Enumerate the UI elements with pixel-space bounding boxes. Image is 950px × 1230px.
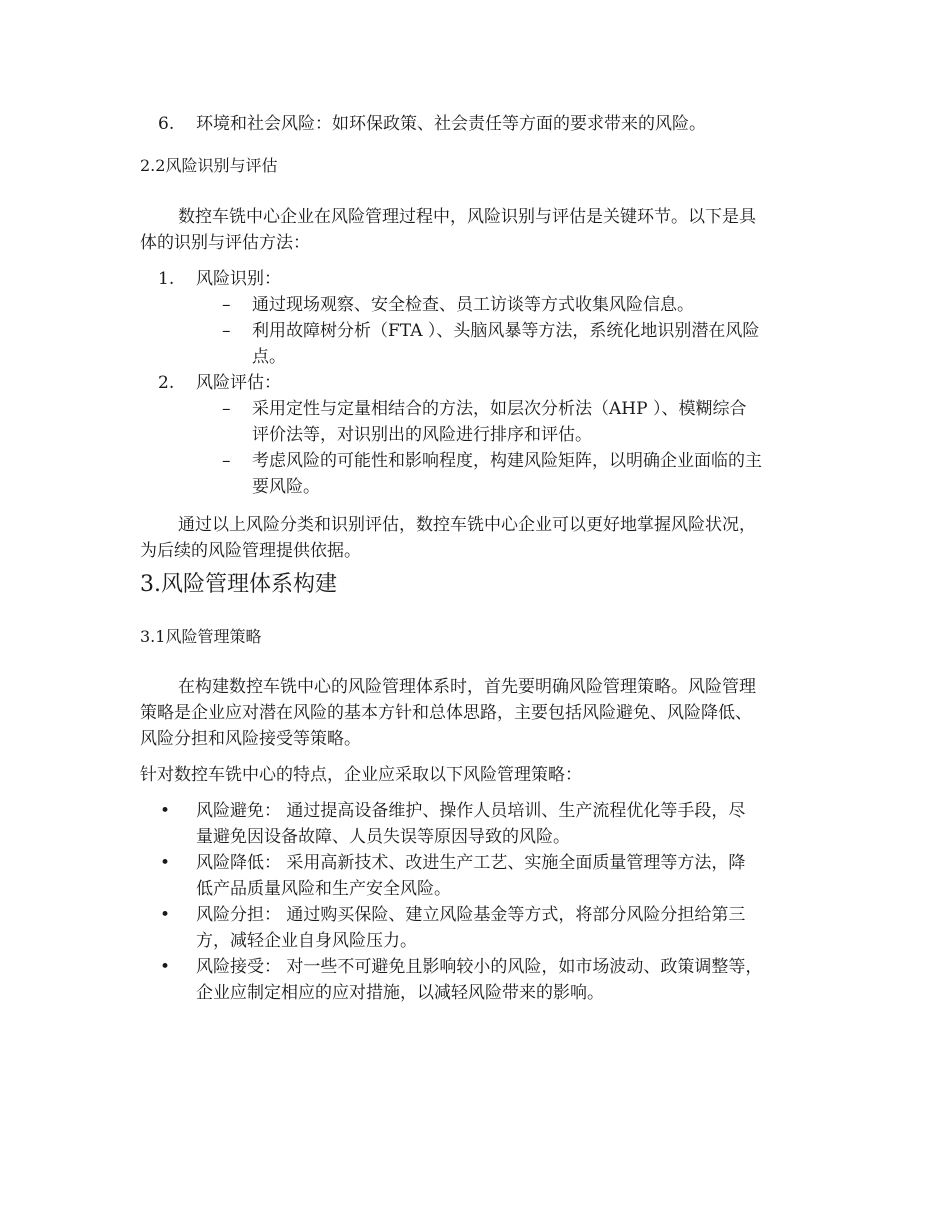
paragraph-line: 数控车铣中心企业在风险管理过程中，风险识别与评估是关键环节。以下是具 [178, 207, 756, 227]
bullet-marker: • [160, 957, 171, 977]
bullet-line: 方，减轻企业自身风险压力。 [196, 931, 417, 951]
bullet-line: 量避免因设备故障、人员失误等原因导致的风险。 [196, 827, 570, 847]
bullet-line: 企业应制定相应的应对措施，以减轻风险带来的影响。 [196, 983, 604, 1003]
dash-marker: – [222, 451, 231, 471]
list-item-label: 风险评估： [196, 373, 281, 393]
sub-item-line: 采用定性与定量相结合的方法，如层次分析法（AHP ）、模糊综合 [252, 399, 747, 419]
sub-item-line: 通过现场观察、安全检查、员工访谈等方式收集风险信息。 [252, 295, 694, 315]
bullet-marker: • [160, 853, 171, 873]
list-marker-1: 1. [158, 269, 175, 289]
dash-marker: – [222, 295, 231, 315]
sub-item-line: 评价法等，对识别出的风险进行排序和评估。 [252, 425, 592, 445]
bullet-line: 风险降低： 采用高新技术、改进生产工艺、实施全面质量管理等方法，降 [196, 853, 746, 873]
paragraph-line: 策略是企业应对潜在风险的基本方针和总体思路，主要包括风险避免、风险降低、 [140, 703, 752, 723]
paragraph-line: 针对数控车铣中心的特点，企业应采取以下风险管理策略： [140, 765, 582, 785]
sub-item-line: 考虑风险的可能性和影响程度，构建风险矩阵，以明确企业面临的主 [252, 451, 762, 471]
paragraph-line: 通过以上风险分类和识别评估，数控车铣中心企业可以更好地掌握风险状况， [178, 515, 756, 535]
list-item-label: 风险识别： [196, 269, 281, 289]
section-heading-3-1: 3.1风险管理策略 [140, 627, 262, 646]
dash-marker: – [222, 399, 231, 419]
list-marker-2: 2. [158, 373, 175, 393]
bullet-line: 风险接受： 对一些不可避免且影响较小的风险，如市场波动、政策调整等， [196, 957, 763, 977]
bullet-marker: • [160, 905, 171, 925]
bullet-line: 风险避免： 通过提高设备维护、操作人员培训、生产流程优化等手段，尽 [196, 801, 746, 821]
list-marker-6: 6. [158, 114, 175, 134]
bullet-line: 低产品质量风险和生产安全风险。 [196, 879, 451, 899]
paragraph-line: 体的识别与评估方法： [140, 233, 310, 253]
paragraph-line: 在构建数控车铣中心的风险管理体系时，首先要明确风险管理策略。风险管理 [178, 677, 756, 697]
section-heading-2-2: 2.2风险识别与评估 [140, 156, 278, 175]
paragraph-line: 风险分担和风险接受等策略。 [140, 729, 361, 749]
bullet-marker: • [160, 801, 171, 821]
sub-item-line: 点。 [252, 347, 286, 367]
paragraph-line: 为后续的风险管理提供依据。 [140, 541, 361, 561]
dash-marker: – [222, 321, 231, 341]
sub-item-line: 利用故障树分析（FTA ）、头脑风暴等方法，系统化地识别潜在风险 [252, 321, 760, 341]
sub-item-line: 要风险。 [252, 477, 320, 497]
section-heading-3: 3.风险管理体系构建 [140, 572, 337, 597]
bullet-line: 风险分担： 通过购买保险、建立风险基金等方式，将部分风险分担给第三 [196, 905, 746, 925]
list-item-6: 环境和社会风险：如环保政策、社会责任等方面的要求带来的风险。 [196, 114, 706, 134]
